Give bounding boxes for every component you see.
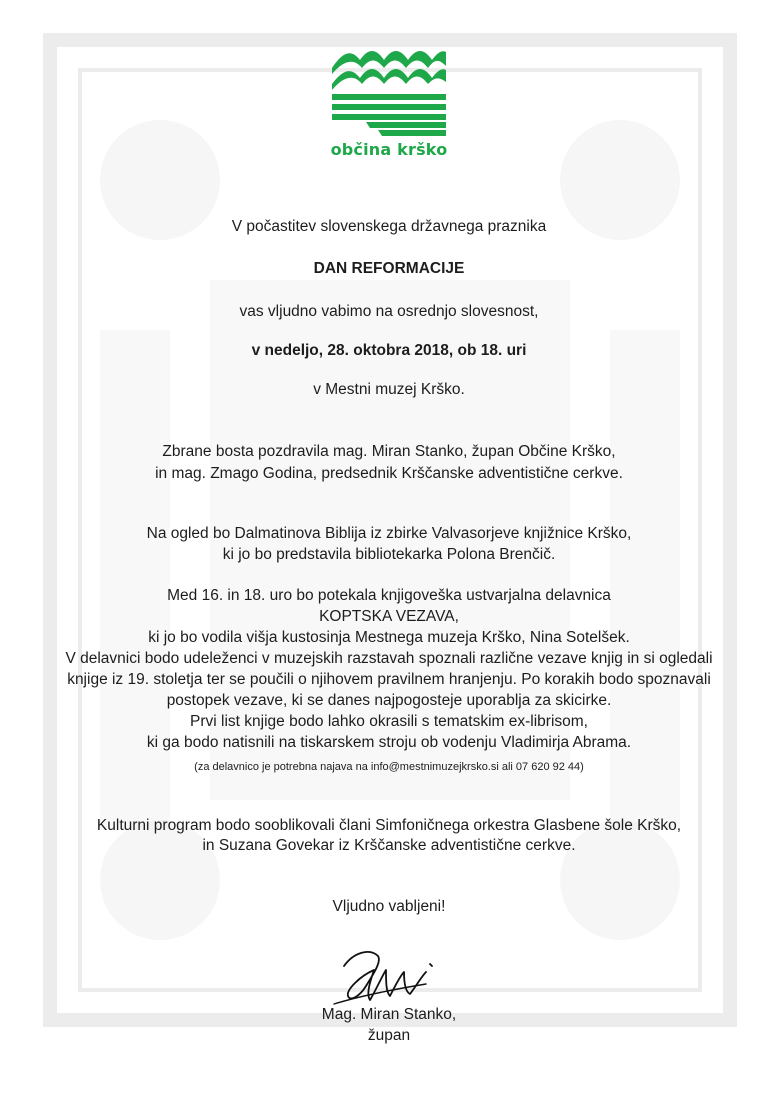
event-title: DAN REFORMACIJE [313,260,465,277]
culture-line-2: in Suzana Govekar iz Krščanske adventistične cerkve. [202,837,576,854]
workshop-line-2: KOPTSKA VEZAVA, [319,608,459,625]
event-datetime: v nedeljo, 28. oktobra 2018, ob 18. uri [251,342,527,359]
obcina-krsko-logo [330,44,448,164]
event-venue: v Mestni muzej Krško. [313,381,465,398]
signer-role: župan [367,1027,411,1044]
registration-note: (za delavnico je potrebna najava na info@mestnimuzejkrsko.si ali 07 620 92 44) [194,761,584,773]
invitation-text: vas vljudno vabimo na osrednjo slovesnost, [239,303,539,320]
workshop-line-7: Prvi list knjige bodo lahko okrasili s tematskim ex-librisom, [190,713,588,730]
bible-line-2: ki jo bo predstavila bibliotekarka Polona Brenčič. [222,546,556,563]
closing-text: Vljudno vabljeni! [332,898,446,915]
intro-text: V počastitev slovenskega državnega praznika [231,218,547,235]
workshop-line-5: knjige iz 19. stoletja ter se poučili o njihovem pravilnem hranjenju. Po korakih bodo spoznavali [67,671,711,688]
signer-name: Mag. Miran Stanko, [321,1006,457,1023]
greeting-line-1: Zbrane bosta pozdravila mag. Miran Stanko, župan Občine Krško, [162,443,616,460]
workshop-line-3: ki jo bo vodila višja kustosinja Mestnega muzeja Krško, Nina Sotelšek. [148,629,630,646]
bible-line-1: Na ogled bo Dalmatinova Biblija iz zbirke Valvasorjeve knjižnice Krško, [146,525,632,542]
culture-line-1: Kulturni program bodo sooblikovali člani Simfoničnega orkestra Glasbene šole Krško, [96,817,682,834]
greeting-line-2: in mag. Zmago Godina, predsednik Krščanske adventistične cerkve. [155,465,623,482]
logo-text: občina krško [330,140,448,159]
workshop-line-4: V delavnici bodo udeleženci v muzejskih razstavah spoznali različne vezave knjig in si ogledali [65,650,713,667]
handwritten-signature [330,946,440,1008]
workshop-line-6: postopek vezave, ki se danes najpogosteje uporablja za skicirke. [166,692,612,709]
workshop-line-1: Med 16. in 18. uro bo potekala knjigoveška ustvarjalna delavnica [167,587,611,604]
wave-landscape-icon [330,44,448,136]
workshop-line-8: ki ga bodo natisnili na tiskarskem stroju ob vodenju Vladimirja Abrama. [146,734,632,751]
